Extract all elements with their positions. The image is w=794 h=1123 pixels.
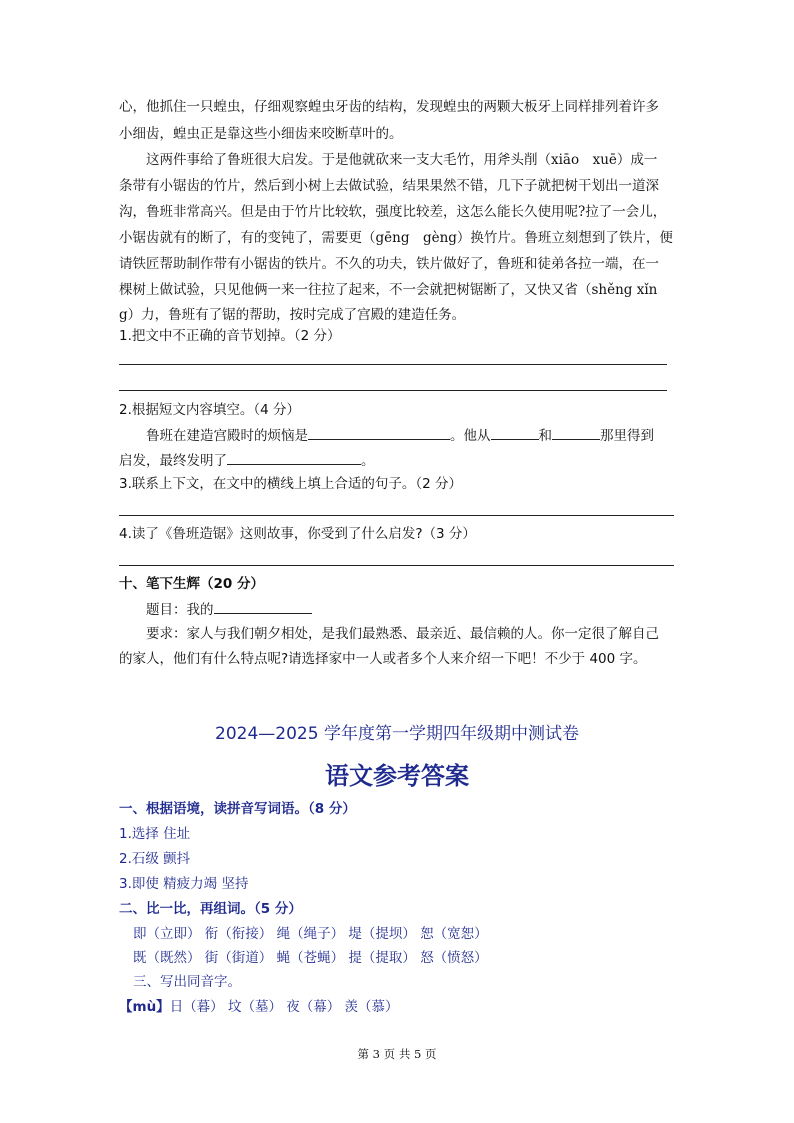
q2-text: 。他从: [450, 428, 491, 444]
passage-line: 条带有小锯齿的竹片，然后到小树上去做试验，结果果然不错，几下子就把树干划出一道深: [119, 178, 659, 194]
passage-line: 沟，鲁班非常高兴。但是由于竹片比较软，强度比较差，这怎么能长久使用呢?拉了一会儿，: [119, 204, 667, 220]
fill-blank[interactable]: [308, 425, 450, 440]
answer-item: 2.石级 颤抖: [119, 851, 191, 867]
passage-line: 小锯齿就有的断了，有的变钝了，需要更（gēng gèng）换竹片。鲁班立刻想到了铁片，便: [119, 230, 673, 246]
answer-section-2: 二、比一比，再组词。（5 分）: [119, 901, 302, 917]
writing-requirement: 要求：家人与我们朝夕相处，是我们最熟悉、最亲近、最信赖的人。你一定很了解自己: [146, 626, 659, 642]
writing-topic: [146, 599, 706, 620]
writing-requirement: 的家人，他们有什么特点呢?请选择家中一人或者多个人来介绍一下吧！不少于 400 字。: [119, 651, 647, 667]
mu-label: 【mù】: [119, 999, 170, 1015]
page-footer: 第 3 页 共 5 页: [357, 1047, 437, 1061]
question-1: 1.把文中不正确的音节划掉。（2 分）: [119, 328, 341, 344]
passage-line: 心，他抓住一只蝗虫，仔细观察蝗虫牙齿的结构，发现蝗虫的两颗大板牙上同样排列着许多: [119, 99, 659, 115]
q2-text: 鲁班在建造宫殿时的烦恼是: [146, 428, 308, 444]
fill-blank[interactable]: [491, 425, 539, 440]
answer-item: 1.选择 住址: [119, 826, 191, 842]
fill-blank[interactable]: [227, 450, 361, 465]
mu-words: 日（暮） 坟（墓） 夜（幕） 羡（慕）: [169, 999, 399, 1015]
answer-section-3: 三、写出同音字。: [133, 974, 241, 990]
question-3: 3.联系上下文，在文中的横线上填上合适的句子。（2 分）: [119, 476, 463, 492]
passage-line: 棵树上做试验，只见他俩一来一往拉了起来，不一会就把树锯断了，又快又省（shěng xǐn: [119, 282, 658, 298]
answer-row: [119, 997, 399, 1017]
fill-blank[interactable]: [552, 425, 600, 440]
exam-title: 2024—2025 学年度第一学期四年级期中测试卷: [215, 724, 579, 744]
passage-line: 小细齿，蝗虫正是靠这些小细齿来咬断草叶的。: [119, 126, 403, 142]
answer-key-title: 语文参考答案: [325, 762, 469, 790]
topic-label: 题目：我的: [146, 602, 214, 618]
q2-text: 。: [361, 453, 375, 469]
answer-line[interactable]: [119, 565, 674, 566]
answer-line[interactable]: [119, 515, 674, 516]
topic-blank[interactable]: [214, 599, 312, 614]
answer-line[interactable]: [119, 390, 667, 391]
writing-heading: 十、笔下生辉（20 分）: [119, 576, 264, 592]
passage-line: g）力，鲁班有了锯的帮助，按时完成了宫殿的建造任务。: [119, 307, 466, 323]
q2-text: 启发，最终发明了: [119, 453, 227, 469]
answer-row: 即（立即） 衔（衔接） 绳（绳子） 堤（提坝） 恕（宽恕）: [133, 926, 488, 942]
answer-row: 既（既然） 街（街道） 蝇（苍蝇） 提（提取） 怒（愤怒）: [133, 950, 488, 966]
answer-section-1: 一、根据语境，读拼音写词语。（8 分）: [119, 801, 356, 817]
question-2: 2.根据短文内容填空。（4 分）: [119, 402, 301, 418]
question-2-fill: [119, 450, 679, 471]
passage-line: 这两件事给了鲁班很大启发。于是他就砍来一支大毛竹，用斧头削（xiāo xuē）成一: [146, 152, 658, 168]
q2-text: 那里得到: [600, 428, 654, 444]
question-4: 4.读了《鲁班造锯》这则故事，你受到了什么启发?（3 分）: [119, 526, 476, 542]
question-2-fill: [146, 425, 686, 446]
answer-line[interactable]: [119, 364, 667, 365]
passage-line: 请铁匠帮助制作带有小锯齿的铁片。不久的功夫，铁片做好了，鲁班和徒弟各拉一端，在一: [119, 256, 659, 272]
q2-text: 和: [538, 428, 552, 444]
answer-item: 3.即使 精疲力竭 坚持: [119, 876, 249, 892]
